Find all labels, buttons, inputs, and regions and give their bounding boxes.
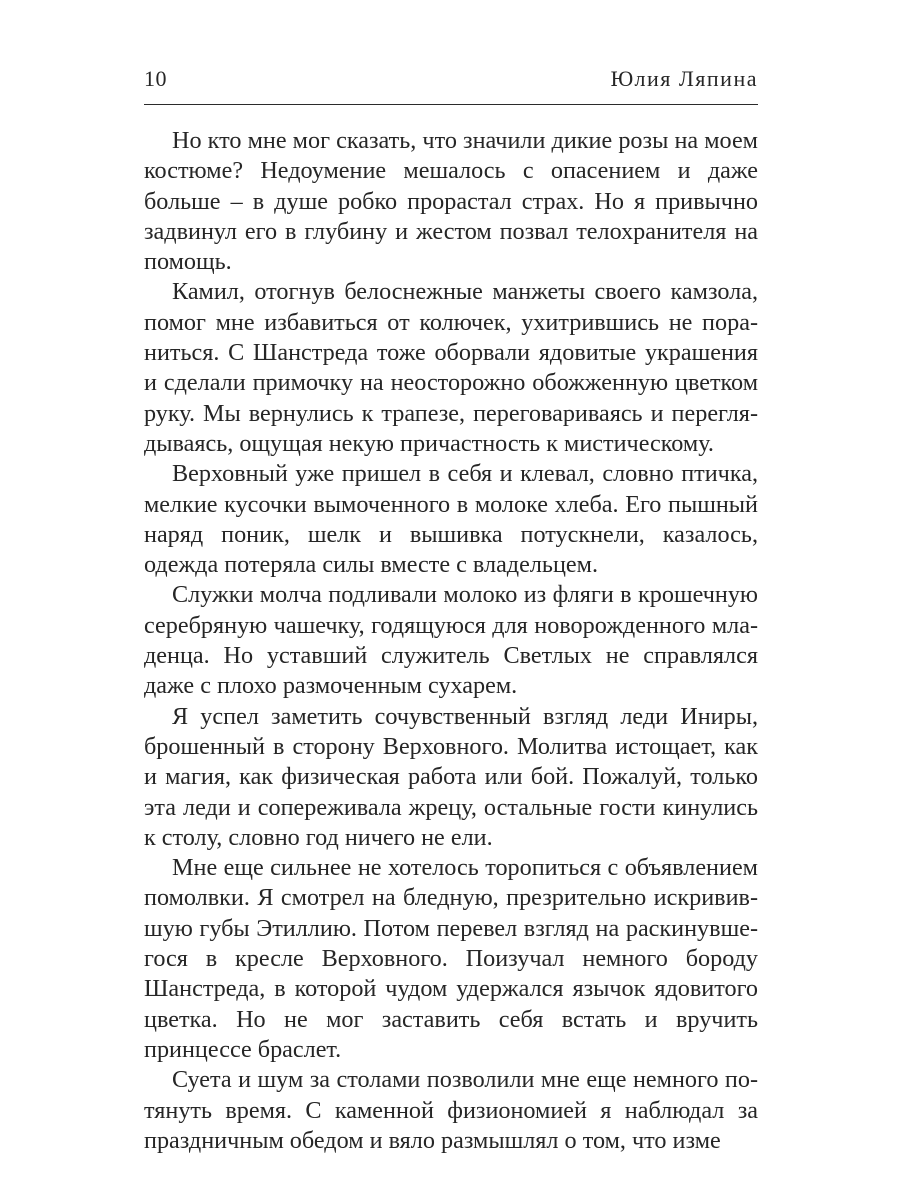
body-text	[144, 126, 758, 1156]
page-header	[144, 66, 758, 102]
paragraph: Камил, отогнув белоснежные манжеты своего камзола, помог мне избавиться от колючек, ухитрившись не пораниться. С Шанстреда тоже оборвали ядовитые украшения и сделали примочку на неосторожно обожженную цветком руку. Мы вернулись к трапезе, переговариваясь и переглядываясь, ощущая некую причастность к мистическому.	[144, 278, 758, 457]
paragraph: Служки молча подливали молоко из фляги в крошечную серебряную чашечку, годящуюся для новорожденного младенца. Но уставший служитель Светлых не справлялся даже с плохо размоченным сухарем.	[144, 581, 758, 700]
paragraph: Я успел заметить сочувственный взгляд леди Иниры, брошенный в сторону Верховного. Молитва истощает, как и магия, как физическая работа или бой. Пожалуй, только эта леди и сопереживала жрецу, остальные гости кинулись к столу, словно год ничего не ели.	[144, 702, 758, 851]
paragraph: Но кто мне мог сказать, что значили дикие розы на моем костюме? Недоумение мешалось с опасением и даже больше – в душе робко прорастал страх. Но я привычно задвинул его в глубину и жестом позвал телохранителя на помощь.	[144, 127, 758, 276]
header-rule	[144, 104, 758, 105]
paragraph: Мне еще сильнее не хотелось торопиться с объявлением помолвки. Я смотрел на бледную, презрительно искривившую губы Этиллию. Потом перевел взгляд на раскинувшегося в кресле Верховного. Поизучал немного бороду Шанстреда, в которой чудом удержался язычок ядовитого цветка. Но не мог заставить себя встать и вручить принцессе браслет.	[144, 854, 758, 1063]
paragraph: Верховный уже пришел в себя и клевал, словно птичка, мелкие кусочки вымоченного в молоке хлеба. Его пышный наряд поник, шелк и вышивка потускнели, казалось, одежда потеряла силы вместе с владельцем.	[144, 460, 758, 579]
running-head-author: Юлия Ляпина	[610, 66, 758, 91]
paragraph: Суета и шум за столами позволили мне еще немного потянуть время. С каменной физиономией я наблюдал за праздничным обедом и вяло размышлял о том, что изме	[144, 1066, 758, 1154]
page-number: 10	[144, 66, 167, 91]
